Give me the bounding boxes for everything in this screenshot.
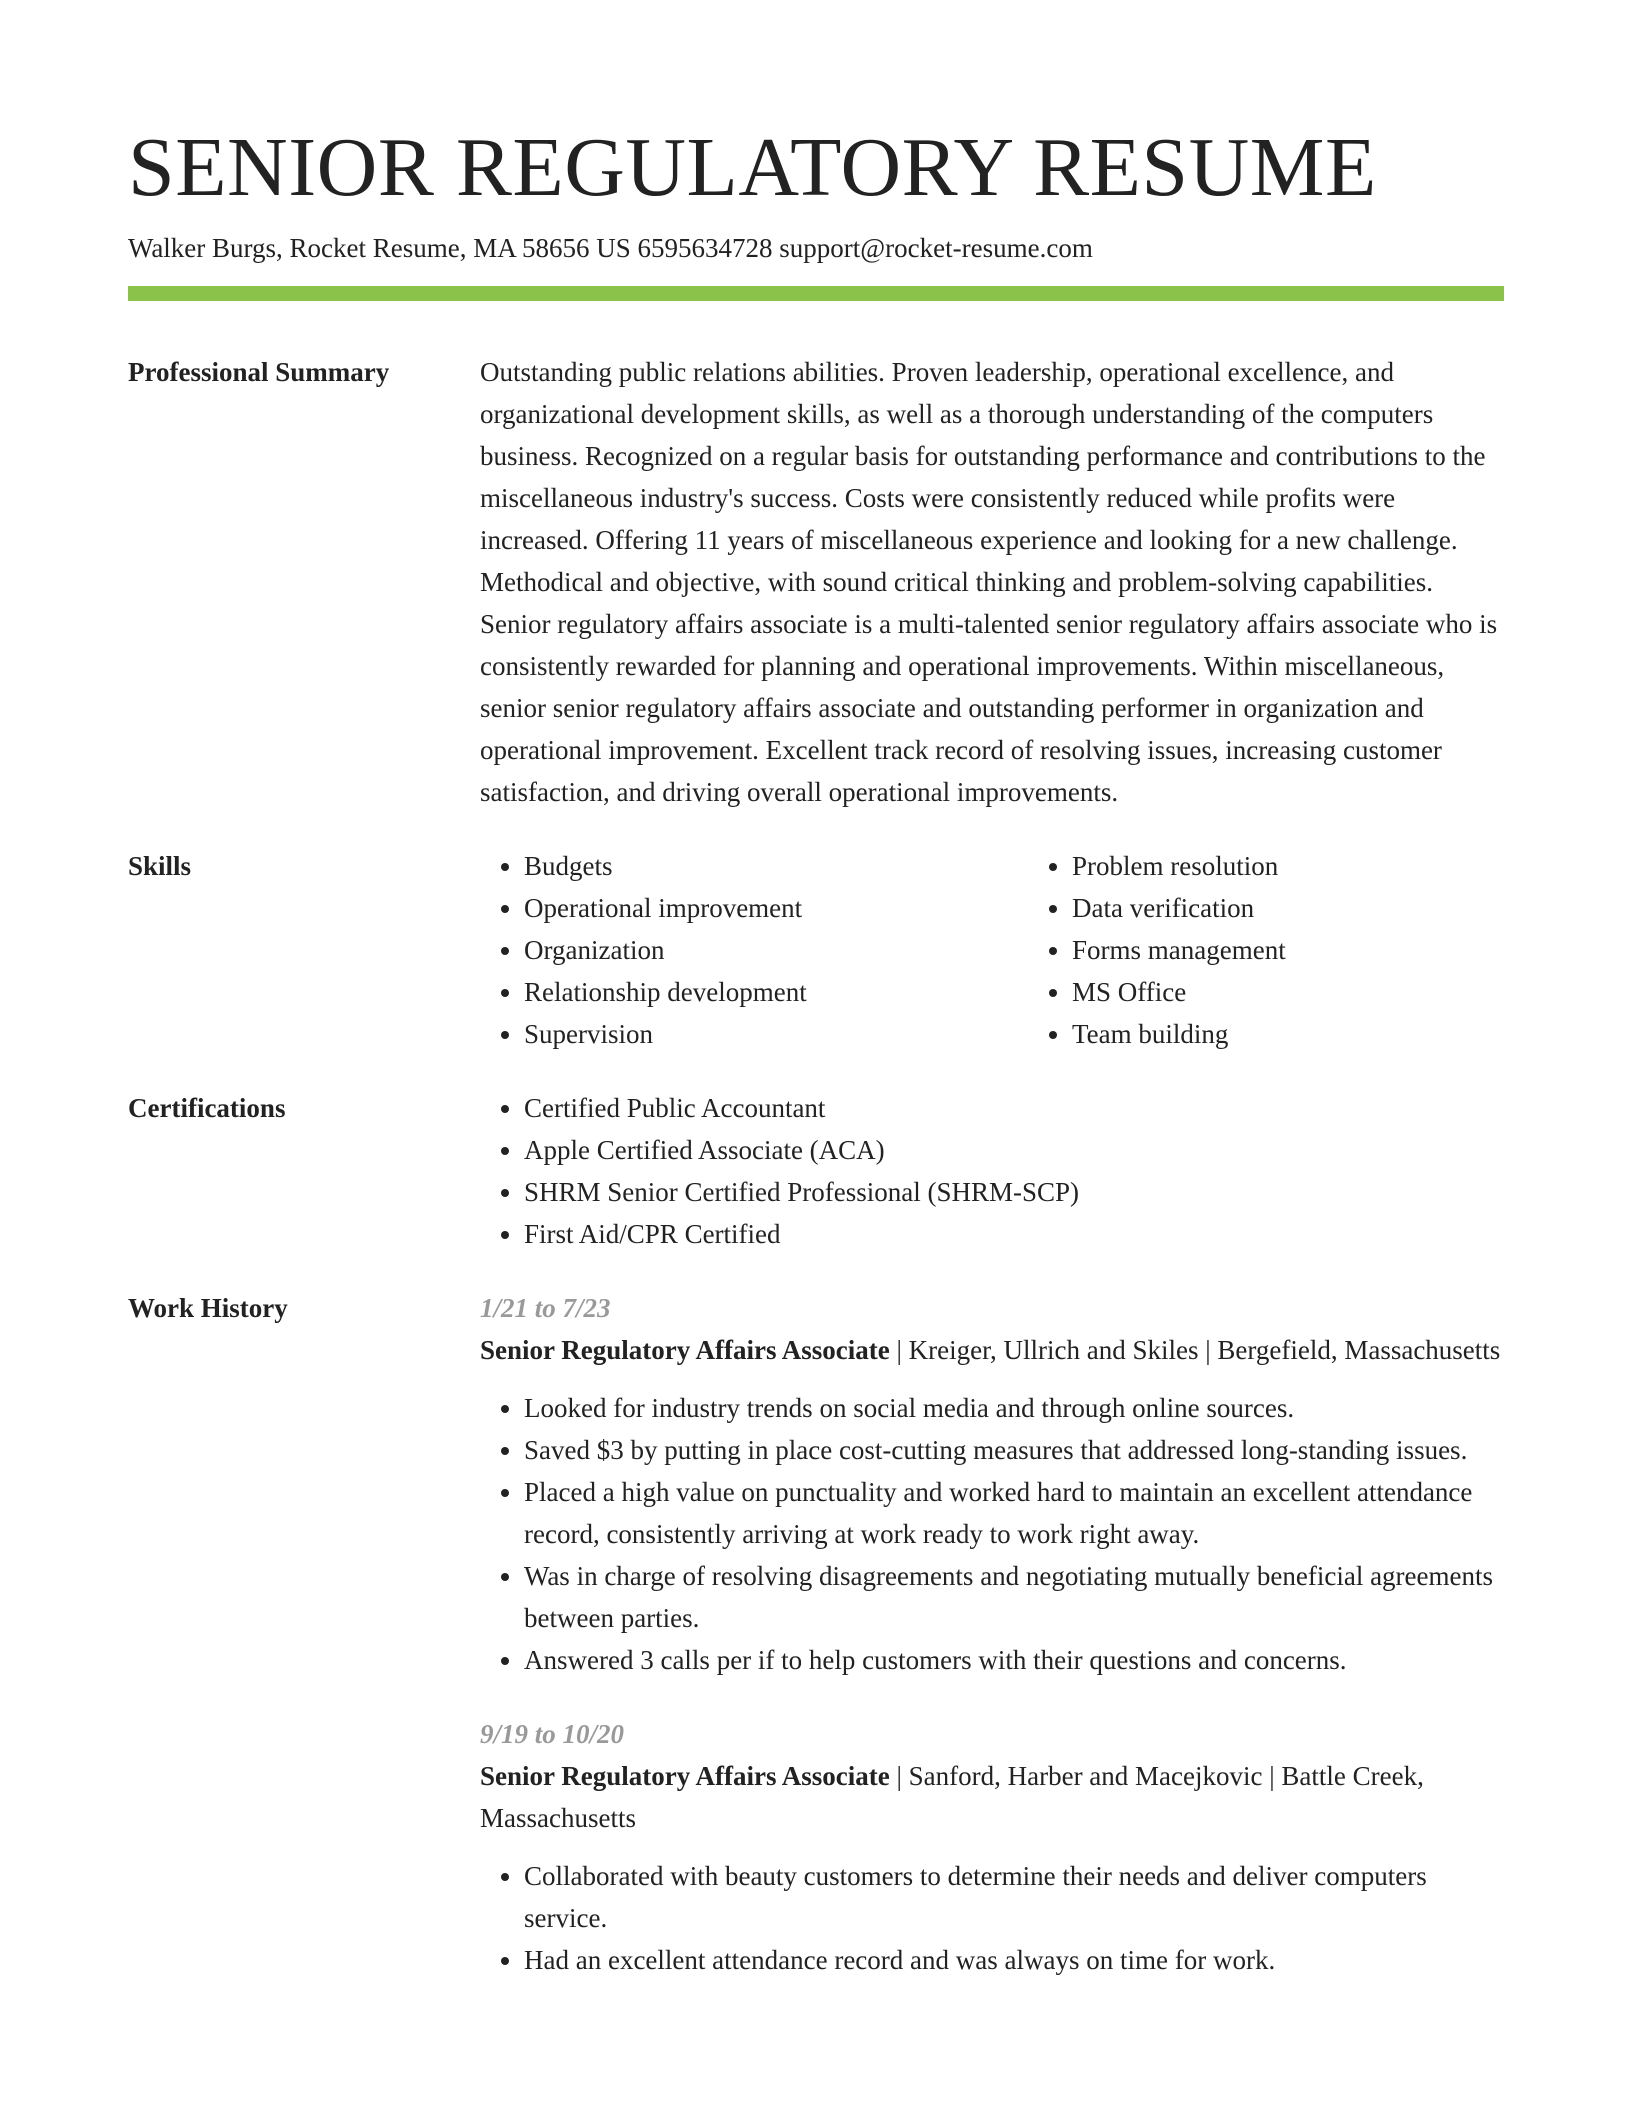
section-label-certifications: Certifications	[128, 1093, 286, 1123]
skills-list-left	[480, 845, 1028, 1055]
skills-body	[480, 845, 1576, 1055]
job-bullet: • Had an excellent attendance record and was always on time for work.	[524, 1939, 1504, 1981]
job-bullet-list	[480, 1387, 1504, 1681]
resume-page	[128, 118, 1504, 2013]
section-label-skills: Skills	[128, 851, 192, 881]
job-bullet: • Was in charge of resolving disagreements and negotiating mutually beneficial agreements between parties.	[524, 1555, 1504, 1639]
header-divider	[128, 286, 1504, 301]
job-bullet: • Looked for industry trends on social media and through online sources.	[524, 1387, 1504, 1429]
summary-text: Outstanding public relations abilities. Proven leadership, operational excellence, and organizational development skills, as well as a thorough understanding of the computers business. Recognized on a regular basis for outstanding performance and contributions to the miscellaneous industry's success. Costs were consistently reduced while profits were increased. Offering 11 years of miscellaneous experience and looking for a new challenge. Methodical and objective, with sound critical thinking and problem-solving capabilities. Senior regulatory affairs associate is a multi-talented senior regulatory affairs associate who is consistently rewarded for planning and operational improvements. Within miscellaneous, senior senior regulatory affairs associate and outstanding performer in organization and operational improvement. Excellent track record of resolving issues, increasing customer satisfaction, and driving overall operational improvements.	[480, 357, 1498, 807]
job-heading	[480, 1329, 1504, 1371]
contact-line: Walker Burgs, Rocket Resume, MA 58656 US 6595634728 support@rocket-resume.com	[128, 233, 1093, 263]
resume-title: SENIOR REGULATORY RESUME	[128, 121, 1377, 214]
skill-item: • Operational improvement	[524, 887, 1028, 929]
skill-item: • MS Office	[1072, 971, 1576, 1013]
skills-list-right	[1028, 845, 1576, 1055]
job-dates: 9/19 to 10/20	[480, 1719, 625, 1749]
skill-item: • Team building	[1072, 1013, 1576, 1055]
summary-body	[480, 351, 1504, 813]
certifications-section	[128, 1087, 1504, 1255]
certifications-list	[480, 1087, 1504, 1255]
work-history-body	[480, 1287, 1504, 2013]
job-details: | Sanford, Harber and Macejkovic | Battle Creek, Massachusetts	[480, 1761, 1424, 1833]
job-bullet: • Placed a high value on punctuality and worked hard to maintain an excellent attendance record, consistently arriving at work ready to work right away.	[524, 1471, 1504, 1555]
job-heading	[480, 1755, 1504, 1839]
certification-item: • Certified Public Accountant	[524, 1087, 1504, 1129]
skill-item: • Forms management	[1072, 929, 1576, 971]
job-title: Senior Regulatory Affairs Associate	[480, 1761, 890, 1791]
job-entry	[480, 1713, 1504, 1981]
job-dates: 1/21 to 7/23	[480, 1293, 611, 1323]
work-history-section	[128, 1287, 1504, 2013]
job-bullet: • Collaborated with beauty customers to determine their needs and deliver computers service.	[524, 1855, 1504, 1939]
skill-item: • Data verification	[1072, 887, 1576, 929]
skill-item: • Supervision	[524, 1013, 1028, 1055]
section-label-work-history: Work History	[128, 1293, 288, 1323]
job-entry	[480, 1287, 1504, 1681]
skill-item: • Budgets	[524, 845, 1028, 887]
skills-section	[128, 845, 1504, 1055]
skill-item: • Problem resolution	[1072, 845, 1576, 887]
job-bullet: • Answered 3 calls per if to help customers with their questions and concerns.	[524, 1639, 1504, 1681]
job-bullet: • Saved $3 by putting in place cost-cutting measures that addressed long-standing issues.	[524, 1429, 1504, 1471]
skill-item: • Organization	[524, 929, 1028, 971]
summary-section	[128, 351, 1504, 813]
job-details: | Kreiger, Ullrich and Skiles | Bergefield, Massachusetts	[889, 1335, 1501, 1365]
job-bullet-list	[480, 1855, 1504, 1981]
certifications-body	[480, 1087, 1504, 1255]
skill-item: • Relationship development	[524, 971, 1028, 1013]
section-label-summary: Professional Summary	[128, 357, 390, 387]
certification-item: • SHRM Senior Certified Professional (SHRM-SCP)	[524, 1171, 1504, 1213]
certification-item: • Apple Certified Associate (ACA)	[524, 1129, 1504, 1171]
certification-item: • First Aid/CPR Certified	[524, 1213, 1504, 1255]
job-title: Senior Regulatory Affairs Associate	[480, 1335, 890, 1365]
